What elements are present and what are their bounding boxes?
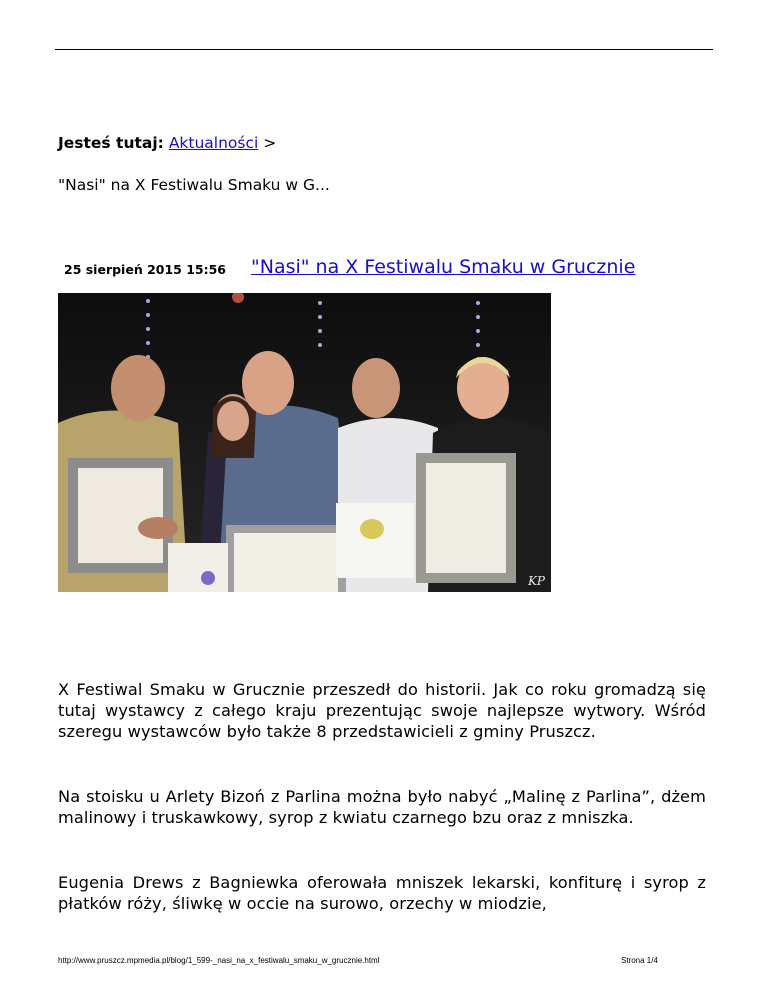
article-paragraph-1: X Festiwal Smaku w Grucznie przeszedł do historii. Jak co roku gromadzą się tutaj wystawcy z całego kraju prezentując swoje najlepsze wytwory. Wśród szeregu wystawców było także 8 przedstawicieli z gminy Pruszcz. <box>58 680 706 741</box>
top-rule <box>55 49 713 50</box>
footer-url: http://www.pruszcz.mpmedia.pl/blog/1_599-_nasi_na_x_festiwalu_smaku_w_grucznie.html <box>58 956 380 965</box>
breadcrumb-current: "Nasi" na X Festiwalu Smaku w G... <box>58 176 330 194</box>
breadcrumb <box>58 134 276 152</box>
breadcrumb-label: Jesteś tutaj: <box>58 134 164 152</box>
breadcrumb-separator: > <box>263 134 277 152</box>
article-photo <box>58 293 551 592</box>
breadcrumb-link-news[interactable]: Aktualności <box>168 134 259 152</box>
photo-watermark: KP <box>527 574 545 588</box>
article-date: 25 sierpień 2015 15:56 <box>64 262 227 277</box>
article-paragraph-3: Eugenia Drews z Bagniewka oferowała mniszek lekarski, konfiturę i syrop z płatków róży, śliwkę w occie na surowo, orzechy w miodzie, <box>58 873 706 913</box>
photo-illustration <box>58 293 551 592</box>
article-paragraph-2: Na stoisku u Arlety Bizoń z Parlina można było nabyć „Malinę z Parlina”, dżem malinowy i truskawkowy, syrop z kwiatu czarnego bzu oraz z mniszka. <box>58 787 706 827</box>
footer-page-number: Strona 1/4 <box>621 956 658 965</box>
article-title-link[interactable]: "Nasi" na X Festiwalu Smaku w Grucznie <box>251 256 636 278</box>
